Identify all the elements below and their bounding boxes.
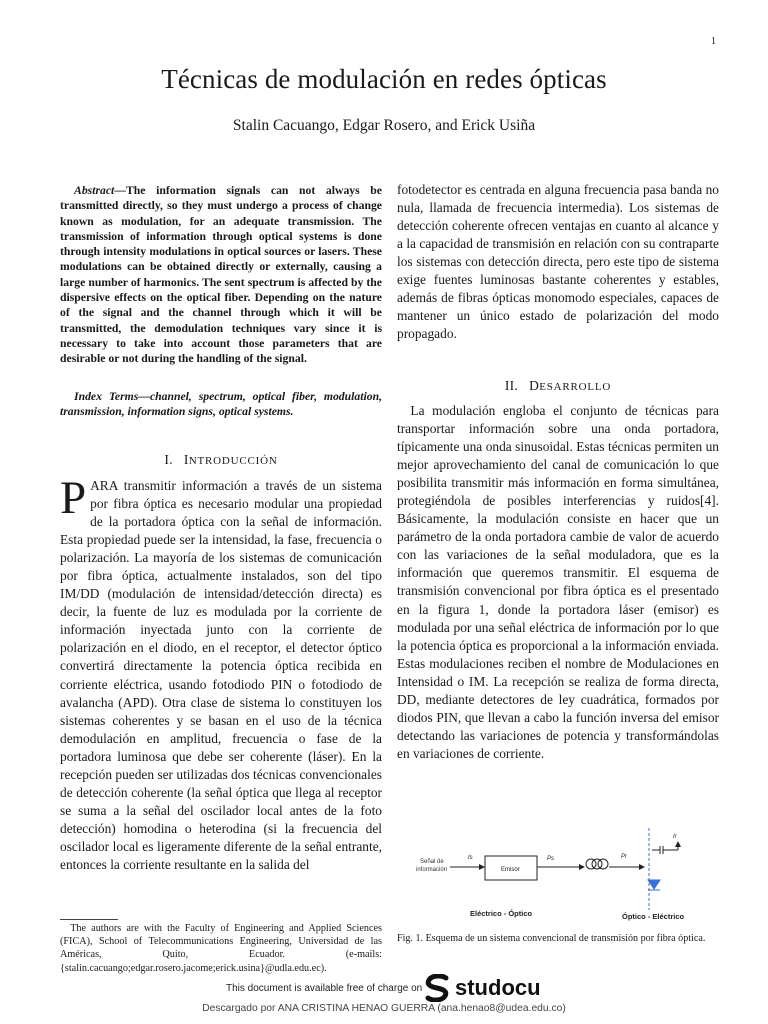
desarrollo-paragraph: La modulación engloba el conjunto de técnicas para transportar información sobre una onda portadora, típicamente una onda sinusoidal. Estas técnicas permiten un mejor aprovechamiento del canal de comunicación lo que posibilita transmitir más información en forma simultánea, protegiéndola de posibles interferencias y ruidos[4]. Básicamente, la modulación consiste en hacer que un parámetro de la onda portadora cambie de valor de acuerdo con las variaciones de la señal moduladora, que es la información que queremos transmitir. El esquema de transmisión convencional por fibra óptica es el presentado en la figura 1, donde la portadora láser (emisor) es modulada por una señal eléctrica de información por lo que la potencia óptica es proporcional a la información enviada. Estas modulaciones reciben el nombre de Modulaciones en Intensidad o IM. La recepción se realiza de forma directa, DD, mediante detectores de ley cuadrática, formados por diodos PIN, que llevan a cabo la función inversa del emisor detectando las variaciones de potencia y transformándolas en variaciones de corriente.: [397, 403, 719, 761]
figure-input-label-1: Señal de: [420, 859, 444, 865]
figure-emisor-label: Emisor: [501, 867, 520, 873]
continued-paragraph: fotodetector es centrada en alguna frecuencia pasa banda no nula, llamada de frecuencia intermedia). Los sistemas de detección coherente ofrecen ventajas en cuanto al alcance y a la capacidad de transmisión en relación con su contraparte los sistemas con detección directa, pero este tipo de sistema exige fuentes luminosas bastante coherentes y estables, además de fibras ópticas monomodo especiales, capaces de mantener un único estado de polarización del modo propagado.: [397, 182, 719, 342]
section-title-rest: NTRODUCCIÓN: [188, 455, 278, 467]
figure-ir-label: Ir: [673, 834, 677, 840]
figure-electrico-optico-label: Eléctrico - Óptico: [470, 909, 533, 918]
figure-caption: Fig. 1. Esquema de un sistema convencional de transmisión por fibra óptica.: [397, 933, 706, 944]
paper-title: Técnicas de modulación en redes ópticas: [161, 64, 607, 94]
intro-text: ARA transmitir información a través de un sistema por fibra óptica es necesario modular una propiedad de la portadora óptica con la señal de información. Esta propiedad puede ser la intensidad, la fase, frecuencia o polarización. La mayoría de los sistemas de comunicación por fibra óptica, actualmente instalados, son del tipo IM/DD (modulación de intensidad/detección directa) es decir, la fuente de luz es modulada por la corriente de información inyectada junto con la corriente de polarización en el diodo, en el receptor, el detector óptico convertirá directamente la potencia óptica recibida en corriente eléctrica, usando fotodiodo PIN o fotodiodo de avalancha (APD). Otra clase de sistema lo constituyen los sistemas coherentes y se basan en el uso de la técnica demodulación en amplitud, frecuencia o fase de la portadora luminosa que debe ser coherente (láser). En la recepción pueden ser utilizadas dos técnicas convencionales de detección coherente (la señal óptica que llega al receptor se suma a la señal del oscilador local antes de la foto detección) homodina o heterodina (si la frecuencia del oscilador local es ligeramente diferente de la señal entrante, entonces la corriente resultante en la salida del: [60, 478, 382, 872]
figure-receiver-circuit: [648, 828, 678, 910]
drop-cap: P: [60, 472, 87, 524]
studocu-logo[interactable]: [424, 973, 541, 1003]
banner-text: This document is available free of charge on: [226, 983, 423, 994]
section-heading-introduccion: [60, 452, 382, 468]
abstract-text: —The information signals can not always be transmitted directly, so they must undergo a process of change known as modulation, for an adequate transmission. The transmission of information through optical systems is done through intensity modulations in optical sources or lasers. These modulations can be obtained directly or externally, causing a large number of harmonics. The sent spectrum is affected by the dispersive effects on the optical fiber. Depending on the nature of the signal and the channel through which it will be transmitted, the demodulation techniques vary since it is necessary to take into account those parameters that are desirable or not during the handling of the signal.: [60, 184, 382, 366]
footnote-divider: [60, 919, 118, 920]
download-notice: Descargado por ANA CRISTINA HENAO GUERRA (ana.henao8@udea.edu.co): [202, 1003, 566, 1014]
figure-ps-label: Ps: [547, 856, 555, 862]
abstract-label: Abstract: [74, 184, 115, 197]
section-first-letter: I: [183, 452, 189, 467]
intro-paragraph: [60, 472, 382, 874]
index-terms: Index Terms—channel, spectrum, optical fiber, modulation, transmission, information signs, optical systems.: [60, 390, 382, 419]
author-footnote: The authors are with the Faculty of Engineering and Applied Sciences (FICA), School of Telecommunications Engineering, Universidad de las Américas, Quito, Ecuador. (e-mails: {stalin.cacuango;edgar.rosero.jacome;erick.usina}@udla.edu.ec).: [60, 923, 382, 974]
abstract: [60, 183, 382, 367]
figure-optico-electrico-label: Óptico - Eléctrico: [622, 912, 685, 921]
section-number: II.: [504, 378, 519, 393]
section-number: I.: [164, 452, 173, 467]
section-title-rest: ESARROLLO: [539, 381, 612, 393]
figure-transmission-diagram: [408, 820, 708, 925]
section-first-letter: D: [529, 378, 540, 393]
figure-fiber-coil: [586, 859, 608, 869]
figure-pr-label: Pr: [621, 854, 627, 860]
section-heading-desarrollo: [397, 378, 719, 394]
page-number: 1: [711, 36, 716, 47]
paper-authors: Stalin Cacuango, Edgar Rosero, and Erick Usiña: [232, 117, 536, 134]
figure-input-label-2: información: [416, 867, 448, 873]
studocu-logo-icon: [424, 974, 450, 1002]
studocu-logo-text: studocu: [455, 975, 541, 1000]
figure-is-label: Is: [468, 855, 473, 861]
